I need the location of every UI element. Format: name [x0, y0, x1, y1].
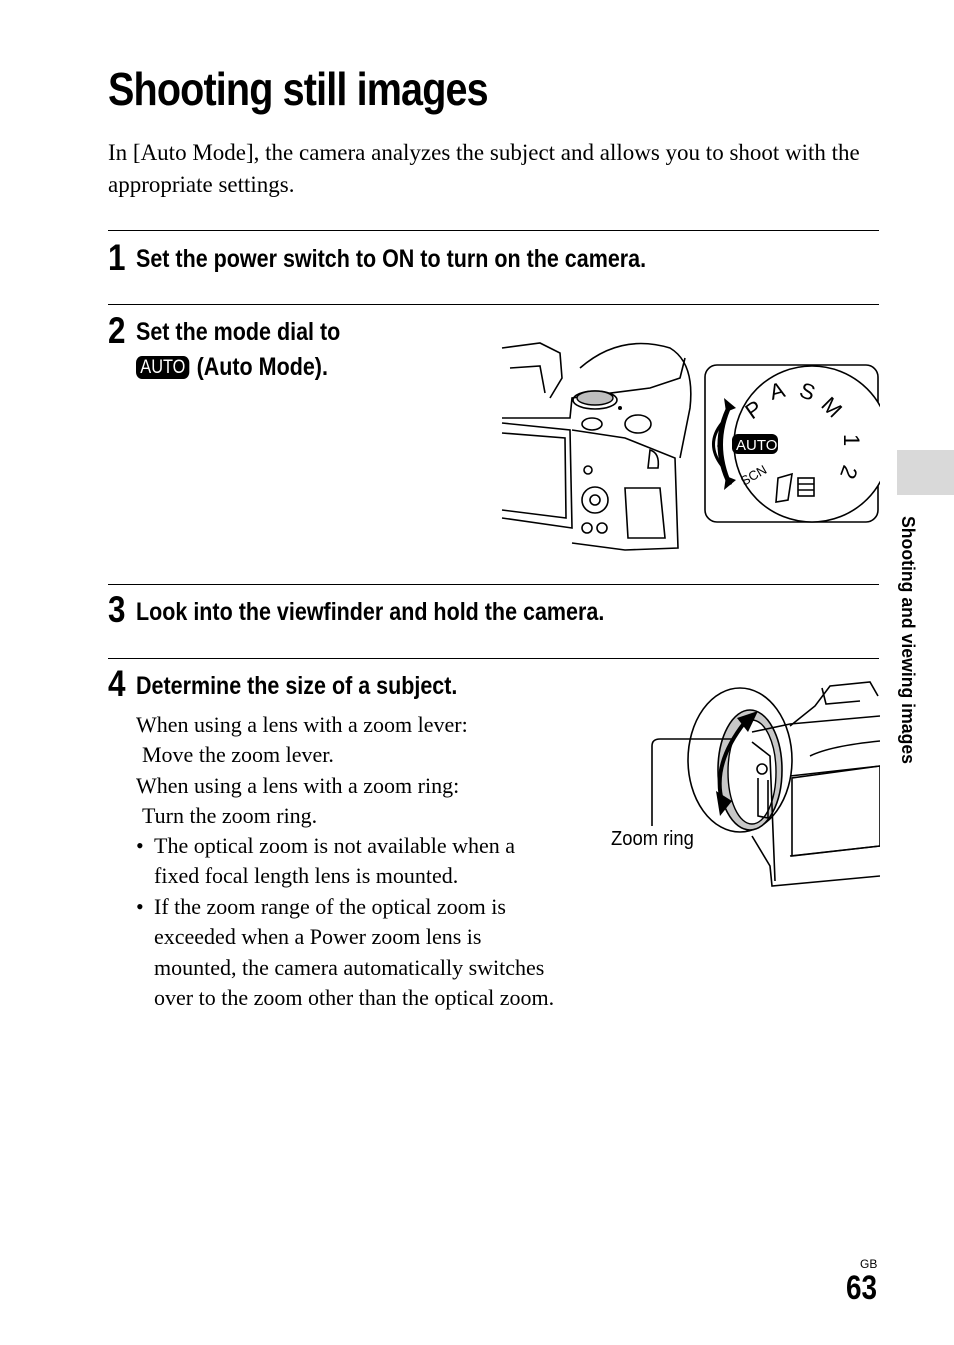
camera-mode-dial-illustration	[500, 338, 880, 553]
region-code: GB	[860, 1257, 878, 1271]
zoom-ring-illustration	[640, 676, 880, 888]
divider-rule	[108, 304, 879, 305]
step-1-text: Set the power switch to ON to turn on the camera.	[136, 245, 647, 273]
camera-body-drawing	[502, 343, 691, 550]
dial-label-m: M	[816, 391, 848, 423]
dial-label-s: S	[796, 377, 819, 406]
intro-paragraph: In [Auto Mode], the camera analyzes the subject and allows you to shoot with the appropriate settings.	[108, 140, 860, 197]
step-2-line1: Set the mode dial to	[136, 318, 341, 346]
step-1-number: 1	[108, 237, 126, 278]
dial-label-1: 1	[839, 434, 864, 447]
step-2-text	[136, 315, 340, 385]
step-3-number: 3	[108, 589, 126, 630]
step-4-number: 4	[108, 663, 126, 704]
camera-front-drawing	[688, 682, 880, 886]
divider-rule	[108, 584, 879, 585]
divider-rule	[108, 230, 879, 231]
dial-label-2: 2	[835, 462, 863, 483]
page-title: Shooting still images	[108, 63, 488, 115]
step-3-text: Look into the viewfinder and hold the camera.	[136, 598, 605, 626]
zoom-ring-heading: When using a lens with a zoom ring:	[136, 772, 460, 798]
zoom-lever-action: Move the zoom lever.	[142, 742, 334, 768]
step-2-number: 2	[108, 310, 126, 351]
section-tab-marker	[897, 450, 954, 495]
step-4-text: Determine the size of a subject.	[136, 672, 458, 700]
dial-label-scn: SCN	[738, 461, 770, 489]
zoom-ring-action: Turn the zoom ring.	[142, 803, 318, 829]
page-number: 63	[846, 1269, 878, 1307]
dial-label-p: P	[740, 395, 767, 425]
auto-mode-icon: AUTO	[136, 356, 190, 379]
step-4-body	[136, 710, 468, 832]
step-2-line2-text: (Auto Mode).	[196, 353, 328, 381]
zoom-ring-label: Zoom ring	[611, 828, 694, 850]
note-item: • The optical zoom is not available when a fixed focal length lens is mounted.	[136, 831, 556, 892]
dial-label-auto: AUTO	[736, 437, 778, 454]
dial-label-a: A	[766, 376, 788, 405]
zoom-lever-heading: When using a lens with a zoom lever:	[136, 712, 468, 737]
section-tab-label: Shooting and viewing images	[898, 516, 918, 764]
step-2-line2	[136, 350, 340, 385]
divider-rule	[108, 658, 879, 659]
notes-list	[136, 831, 556, 1013]
note-item: • If the zoom range of the optical zoom is exceeded when a Power zoom lens is mounted, the camera automatically switches over to the zoom other than the optical zoom.	[136, 892, 556, 1014]
